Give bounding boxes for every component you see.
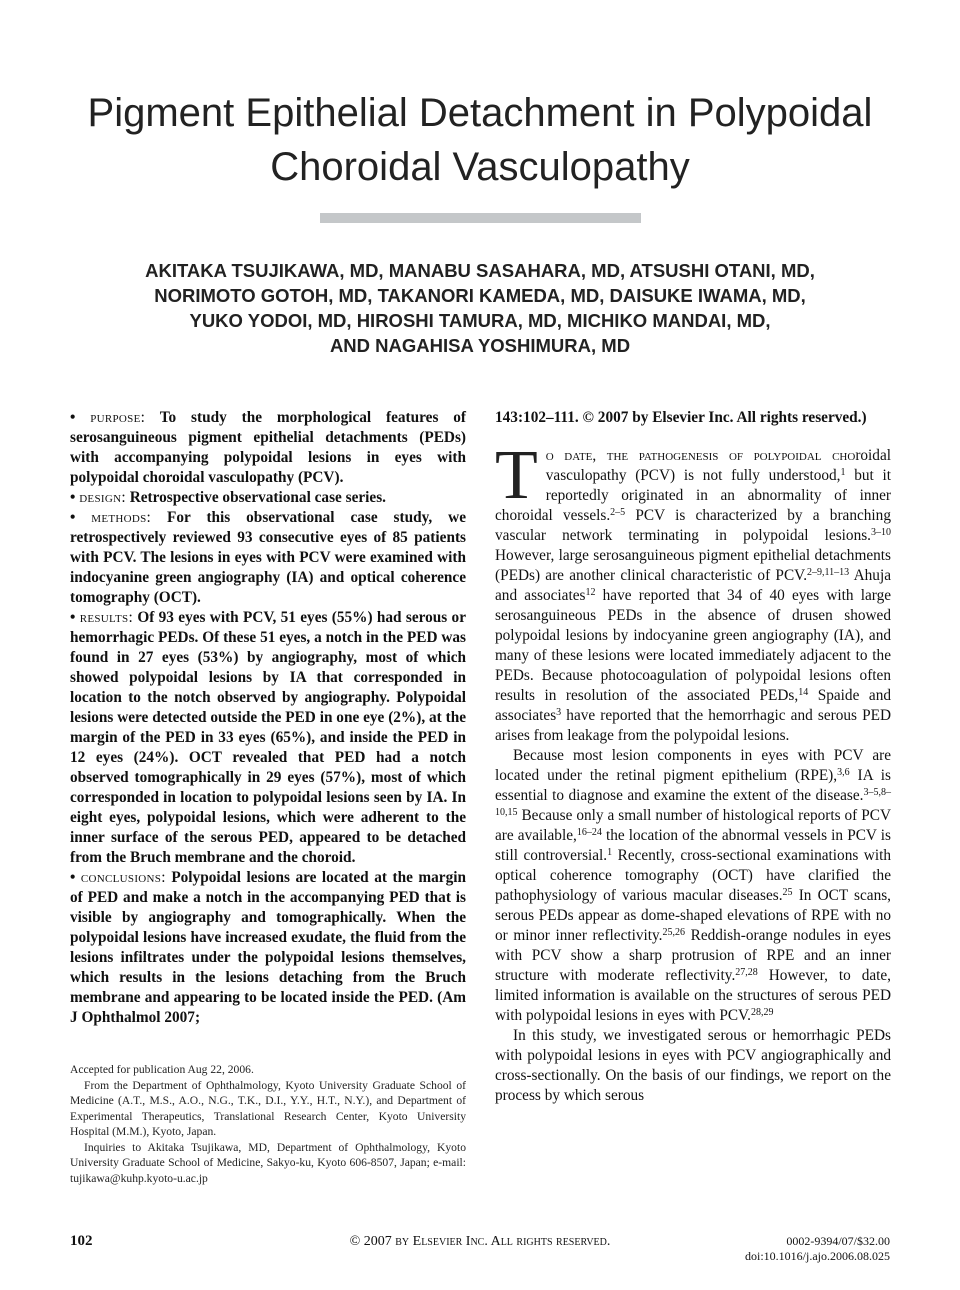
affiliation-note: From the Department of Ophthalmology, Kyoto University Graduate School of Medicine (A.T., M.S., A.O., N.G., T.K., D.I., Y.Y., H.T., N.Y.), and Department of Experimental Therapeutics, Translational Research Center, Kyoto University Hospital (M.M.), Kyoto, Japan. [70, 1078, 466, 1138]
reference: 1 [607, 847, 613, 858]
authors-line-2: NORIMOTO GOTOH, MD, TAKANORI KAMEDA, MD, DAISUKE IWAMA, MD, [154, 285, 806, 306]
authors-line-4: AND NAGAHISA YOSHIMURA, MD [329, 335, 631, 356]
text-run: roidal vasculopathy (PCV) is not fully understood, [545, 447, 891, 484]
reference: 12 [585, 587, 596, 598]
text-run: PCV is characterized by a branching vascular network terminating in polypoidal lesions. [495, 507, 891, 544]
issn: 0002-9394/07/$32.00 [786, 1234, 890, 1248]
text-run: IA is essential to diagnose and examine the extent of the disease. [495, 767, 891, 804]
design-text: Retrospective observational case series. [125, 489, 386, 506]
abstract-purpose [70, 408, 466, 488]
abstract-column [70, 408, 466, 1028]
text-run: Recently, cross-sectional examinations with optical coherence tomography (OCT) have clarified the pathophysiology of various macular diseases. [495, 847, 891, 904]
conclusions-label: conclusions: [80, 869, 166, 886]
body-paragraph-2 [495, 746, 891, 1026]
reference: 25 [782, 887, 793, 898]
design-label: design: [79, 489, 126, 506]
copyright-line: © 2007 by Elsevier Inc. All rights reserved. [349, 1234, 611, 1249]
bullet-icon: • [70, 869, 76, 886]
author-list [60, 258, 900, 358]
abstract-methods [70, 508, 466, 608]
text-run: Because most lesion components in eyes with PCV are located under the retinal pigment epithelium (RPE), [495, 747, 891, 784]
body-column [495, 408, 891, 1106]
text-run: Because only a small number of histological reports of PCV are available, [495, 807, 891, 844]
results-label: results: [79, 609, 134, 626]
article-title [60, 86, 900, 194]
title-line-2: Choroidal Vasculopathy [270, 145, 690, 189]
text-run: have reported that 34 of 40 eyes with large serosanguineous PEDs in the absence of drusen showed polypoidal lesions by indocyanine green angiography (IA), and many of these lesions were located immediately adjacent to the PEDs. Because photocoagulation of polypoidal lesions often results in resolution of the associated PEDs, [495, 587, 892, 704]
text-run: but it reportedly originated in an abnormality of inner choroidal vessels. [495, 467, 891, 524]
abstract-citation: 143:102–111. © 2007 by Elsevier Inc. All rights reserved.) [495, 409, 867, 426]
text-run: However, to date, limited information is available on the structures of serous PED with polypoidal lesions in eyes with PCV. [495, 967, 892, 1024]
title-divider [320, 213, 641, 223]
reference: 3–5,8–10,15 [495, 787, 891, 818]
purpose-text: To study the morphological features of serosanguineous pigment epithelial detachments (PEDs) with accompanying polypoidal lesions in eyes with polypoidal choroidal vasculopathy (PCV). [70, 409, 466, 486]
bullet-icon: • [70, 509, 76, 526]
doi: doi:10.1016/j.ajo.2006.08.025 [745, 1249, 890, 1263]
authors-line-1: AKITAKA TSUJIKAWA, MD, MANABU SASAHARA, MD, ATSUSHI OTANI, MD, [145, 260, 815, 281]
article-identifiers [745, 1234, 890, 1264]
body-paragraph-3: In this study, we investigated serous or hemorrhagic PEDs with polypoidal lesions in eyes with PCV angiographically and cross-sectionally. On the basis of our findings, we report on the process by which serous [495, 1027, 891, 1104]
text-run: In OCT scans, serous PEDs appear as dome-shaped elevations of RPE with no or minor inner reflectivity. [495, 887, 891, 944]
page-number: 102 [70, 1233, 93, 1249]
methods-label: methods: [91, 509, 152, 526]
drop-cap: T [495, 437, 538, 514]
reference: 14 [798, 687, 809, 698]
abstract-conclusions [70, 868, 466, 1028]
abstract-design [70, 488, 466, 508]
reference: 2–9,11–13 [807, 567, 850, 578]
results-text: Of 93 eyes with PCV, 51 eyes (55%) had serous or hemorrhagic PEDs. Of these 51 eyes, a notch in the PED was found in 27 eyes (53%) by angiography, most of which showed polypoidal lesions by IA that corresponded in location to the notch observed by angiography. Polypoidal lesions were detected outside the PED in one eye (2%), at the margin of the PED in 33 eyes (65%), and inside the PED in 12 eyes (24%). OCT revealed that PED had a notch observed tomographically in 29 eyes (57%), most of which corresponded in location to polypoidal lesions seen by IA. In eight eyes, polypoidal lesions, which were adherent to the inner surface of the serous PED, appeared to be detached from the Bruch membrane and the choroid. [70, 609, 466, 866]
bullet-icon: • [70, 409, 76, 426]
text-run: Reddish-orange nodules in eyes with PCV show a sharp protrusion of RPE and an inner structure with moderate reflectivity. [495, 927, 891, 984]
text-run: Ahuja and associates [495, 567, 891, 604]
footnotes [70, 1062, 466, 1186]
text-run: have reported that the hemorrhagic and serous PED arises from leakage from the polypoidal lesions. [495, 707, 891, 744]
methods-text: For this observational case study, we retrospectively reviewed 93 consecutive eyes of 85 patients with PCV. The lesions in eyes with PCV were examined with indocyanine green angiography (IA) and optical coherence tomography (OCT). [70, 509, 466, 606]
bullet-icon: • [70, 489, 76, 506]
text-run: the location of the abnormal vessels in PCV is still controversial. [495, 827, 891, 864]
text-run: However, large serosanguineous pigment epithelial detachments (PEDs) are another clinical characteristic of PCV. [495, 547, 891, 584]
authors-line-3: YUKO YODOI, MD, HIROSHI TAMURA, MD, MICHIKO MANDAI, MD, [189, 310, 771, 331]
conclusions-text: Polypoidal lesions are located at the margin of PED and make a notch in the accompanying PED that is visible by angiography and tomographically. When the polypoidal lesions have increased exudate, the fluid from the lesions infiltrates under the polypoidal lesions themselves, which results in the lesions detaching from the Bruch membrane and appearing to be located inside the PED. (Am J Ophthalmol 2007; [70, 869, 466, 1026]
text-run: Spaide and associates [495, 687, 891, 724]
reference: 16–24 [576, 827, 602, 838]
lead-in: o date, the pathogenesis of polypoidal cho [545, 447, 856, 464]
purpose-label: purpose: [90, 409, 146, 426]
abstract-results [70, 608, 466, 868]
reference: 2–5 [610, 507, 626, 518]
bullet-icon: • [70, 609, 76, 626]
inquiries-note: Inquiries to Akitaka Tsujikawa, MD, Department of Ophthalmology, Kyoto University Graduate School of Medicine, Sakyo-ku, Kyoto 606-8507, Japan; e-mail: tujikawa@kuhp.kyoto-u.ac.jp [70, 1140, 466, 1185]
reference: 3–10 [871, 527, 891, 538]
reference: 28,29 [750, 1007, 774, 1018]
reference: 3,6 [837, 767, 850, 778]
reference: 25,26 [662, 927, 685, 938]
accepted-note: Accepted for publication Aug 22, 2006. [70, 1063, 254, 1076]
title-line-1: Pigment Epithelial Detachment in Polypoidal [87, 91, 873, 135]
reference: 27,28 [735, 967, 758, 978]
reference: 3 [556, 707, 562, 718]
body-paragraph-1 [495, 437, 892, 746]
reference: 1 [840, 467, 846, 478]
